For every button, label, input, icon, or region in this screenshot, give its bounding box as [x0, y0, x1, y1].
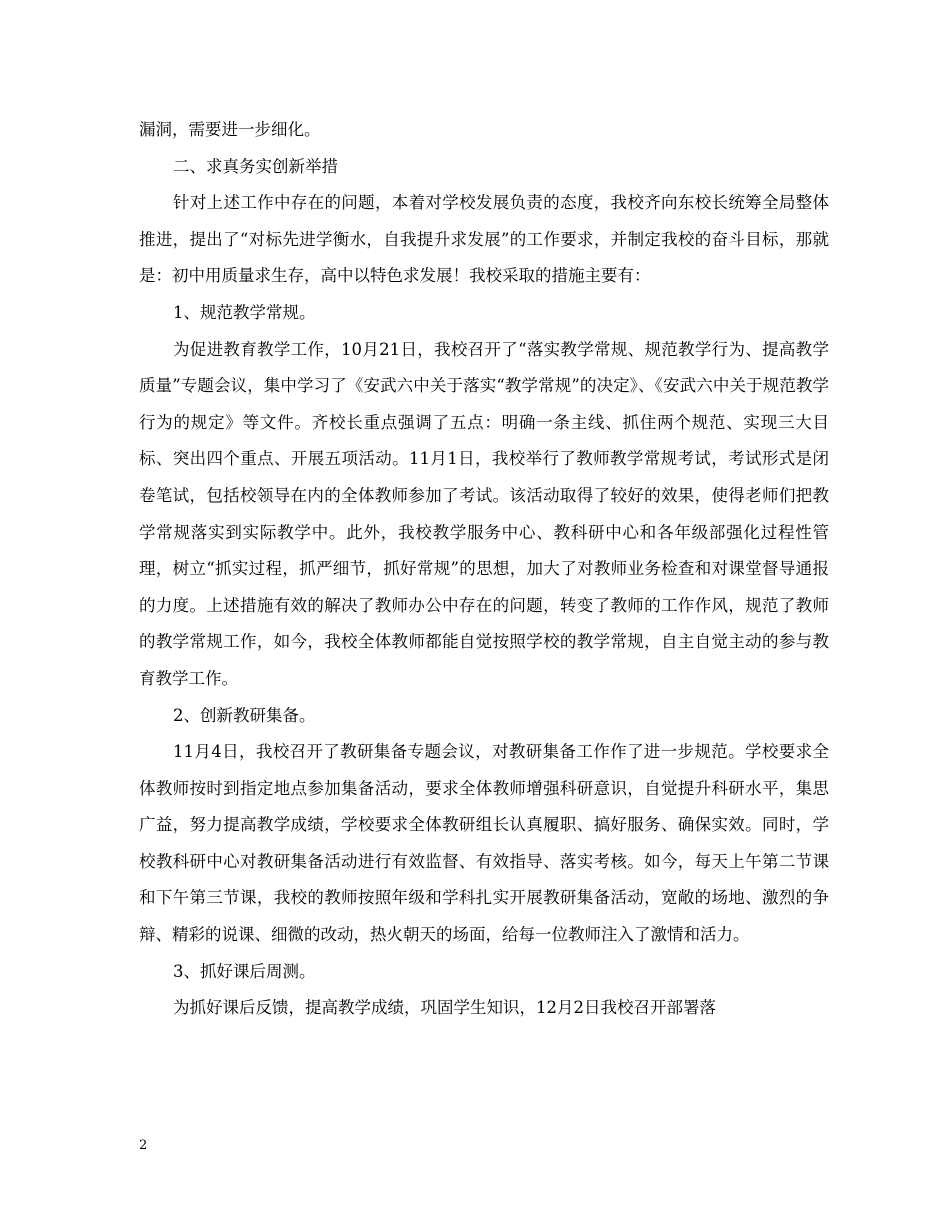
paragraph: 为促进教育教学工作，10月21日，我校召开了“落实教学常规、规范教学行为、提高教学质量”专题会议，集中学习了《安武六中关于落实“教学常规”的决定》、《安武六中关于规范教学行为的规定》等文件。齐校长重点强调了五点：明确一条主线、抓住两个规范、实现三大目标、突出四个重点、开展五项活动。11月1日，我校举行了教师教学常规考试，考试形式是闭卷笔试，包括校领导在内的全体教师参加了考试。该活动取得了较好的效果，使得老师们把教学常规落实到实际教学中。此外，我校教学服务中心、教科研中心和各年级部强化过程性管理，树立“抓实过程，抓严细节，抓好常规”的思想，加大了对教师业务检查和对课堂督导通报的力度。上述措施有效的解决了教师办公中存在的问题，转变了教师的工作作风，规范了教师的教学常规工作，如今，我校全体教师都能自觉按照学校的教学常规，自主自觉主动的参与教育教学工作。 [139, 339, 829, 688]
subsection-heading: 2、创新教研集备。 [173, 705, 316, 725]
paragraph: 11月4日，我校召开了教研集备专题会议，对教研集备工作作了进一步规范。学校要求全体教师按时到指定地点参加集备活动，要求全体教师增强科研意识，自觉提升科研水平，集思广益，努力提高教学成绩，学校要求全体教研组长认真履职、搞好服务、确保实效。同时，学校教科研中心对教研集备活动进行有效监督、有效指导、落实考核。如今，每天上午第二节课和下午第三节课，我校的教师按照年级和学科扎实开展教研集备活动，宽敞的场地、激烈的争辩、精彩的说课、细微的改动，热火朝天的场面，给每一位教师注入了激情和活力。 [139, 742, 829, 945]
paragraph: 为抓好课后反馈，提高教学成绩，巩固学生知识，12月2日我校召开部署落 [173, 998, 716, 1018]
paragraph-continuation: 漏洞，需要进一步细化。 [139, 120, 321, 139]
subsection-heading: 1、规范教学常规。 [173, 302, 316, 322]
page-number: 2 [139, 1138, 148, 1153]
paragraph: 针对上述工作中存在的问题，本着对学校发展负责的态度，我校齐向东校长统筹全局整体推进，提出了“对标先进学衡水，自我提升求发展”的工作要求，并制定我校的奋斗目标，那就是：初中用质量求生存，高中以特色求发展！我校采取的措施主要有： [139, 193, 829, 286]
section-heading: 二、求真务实创新举措 [173, 156, 338, 176]
document-body [139, 112, 829, 1027]
subsection-heading: 3、抓好课后周测。 [173, 961, 316, 981]
